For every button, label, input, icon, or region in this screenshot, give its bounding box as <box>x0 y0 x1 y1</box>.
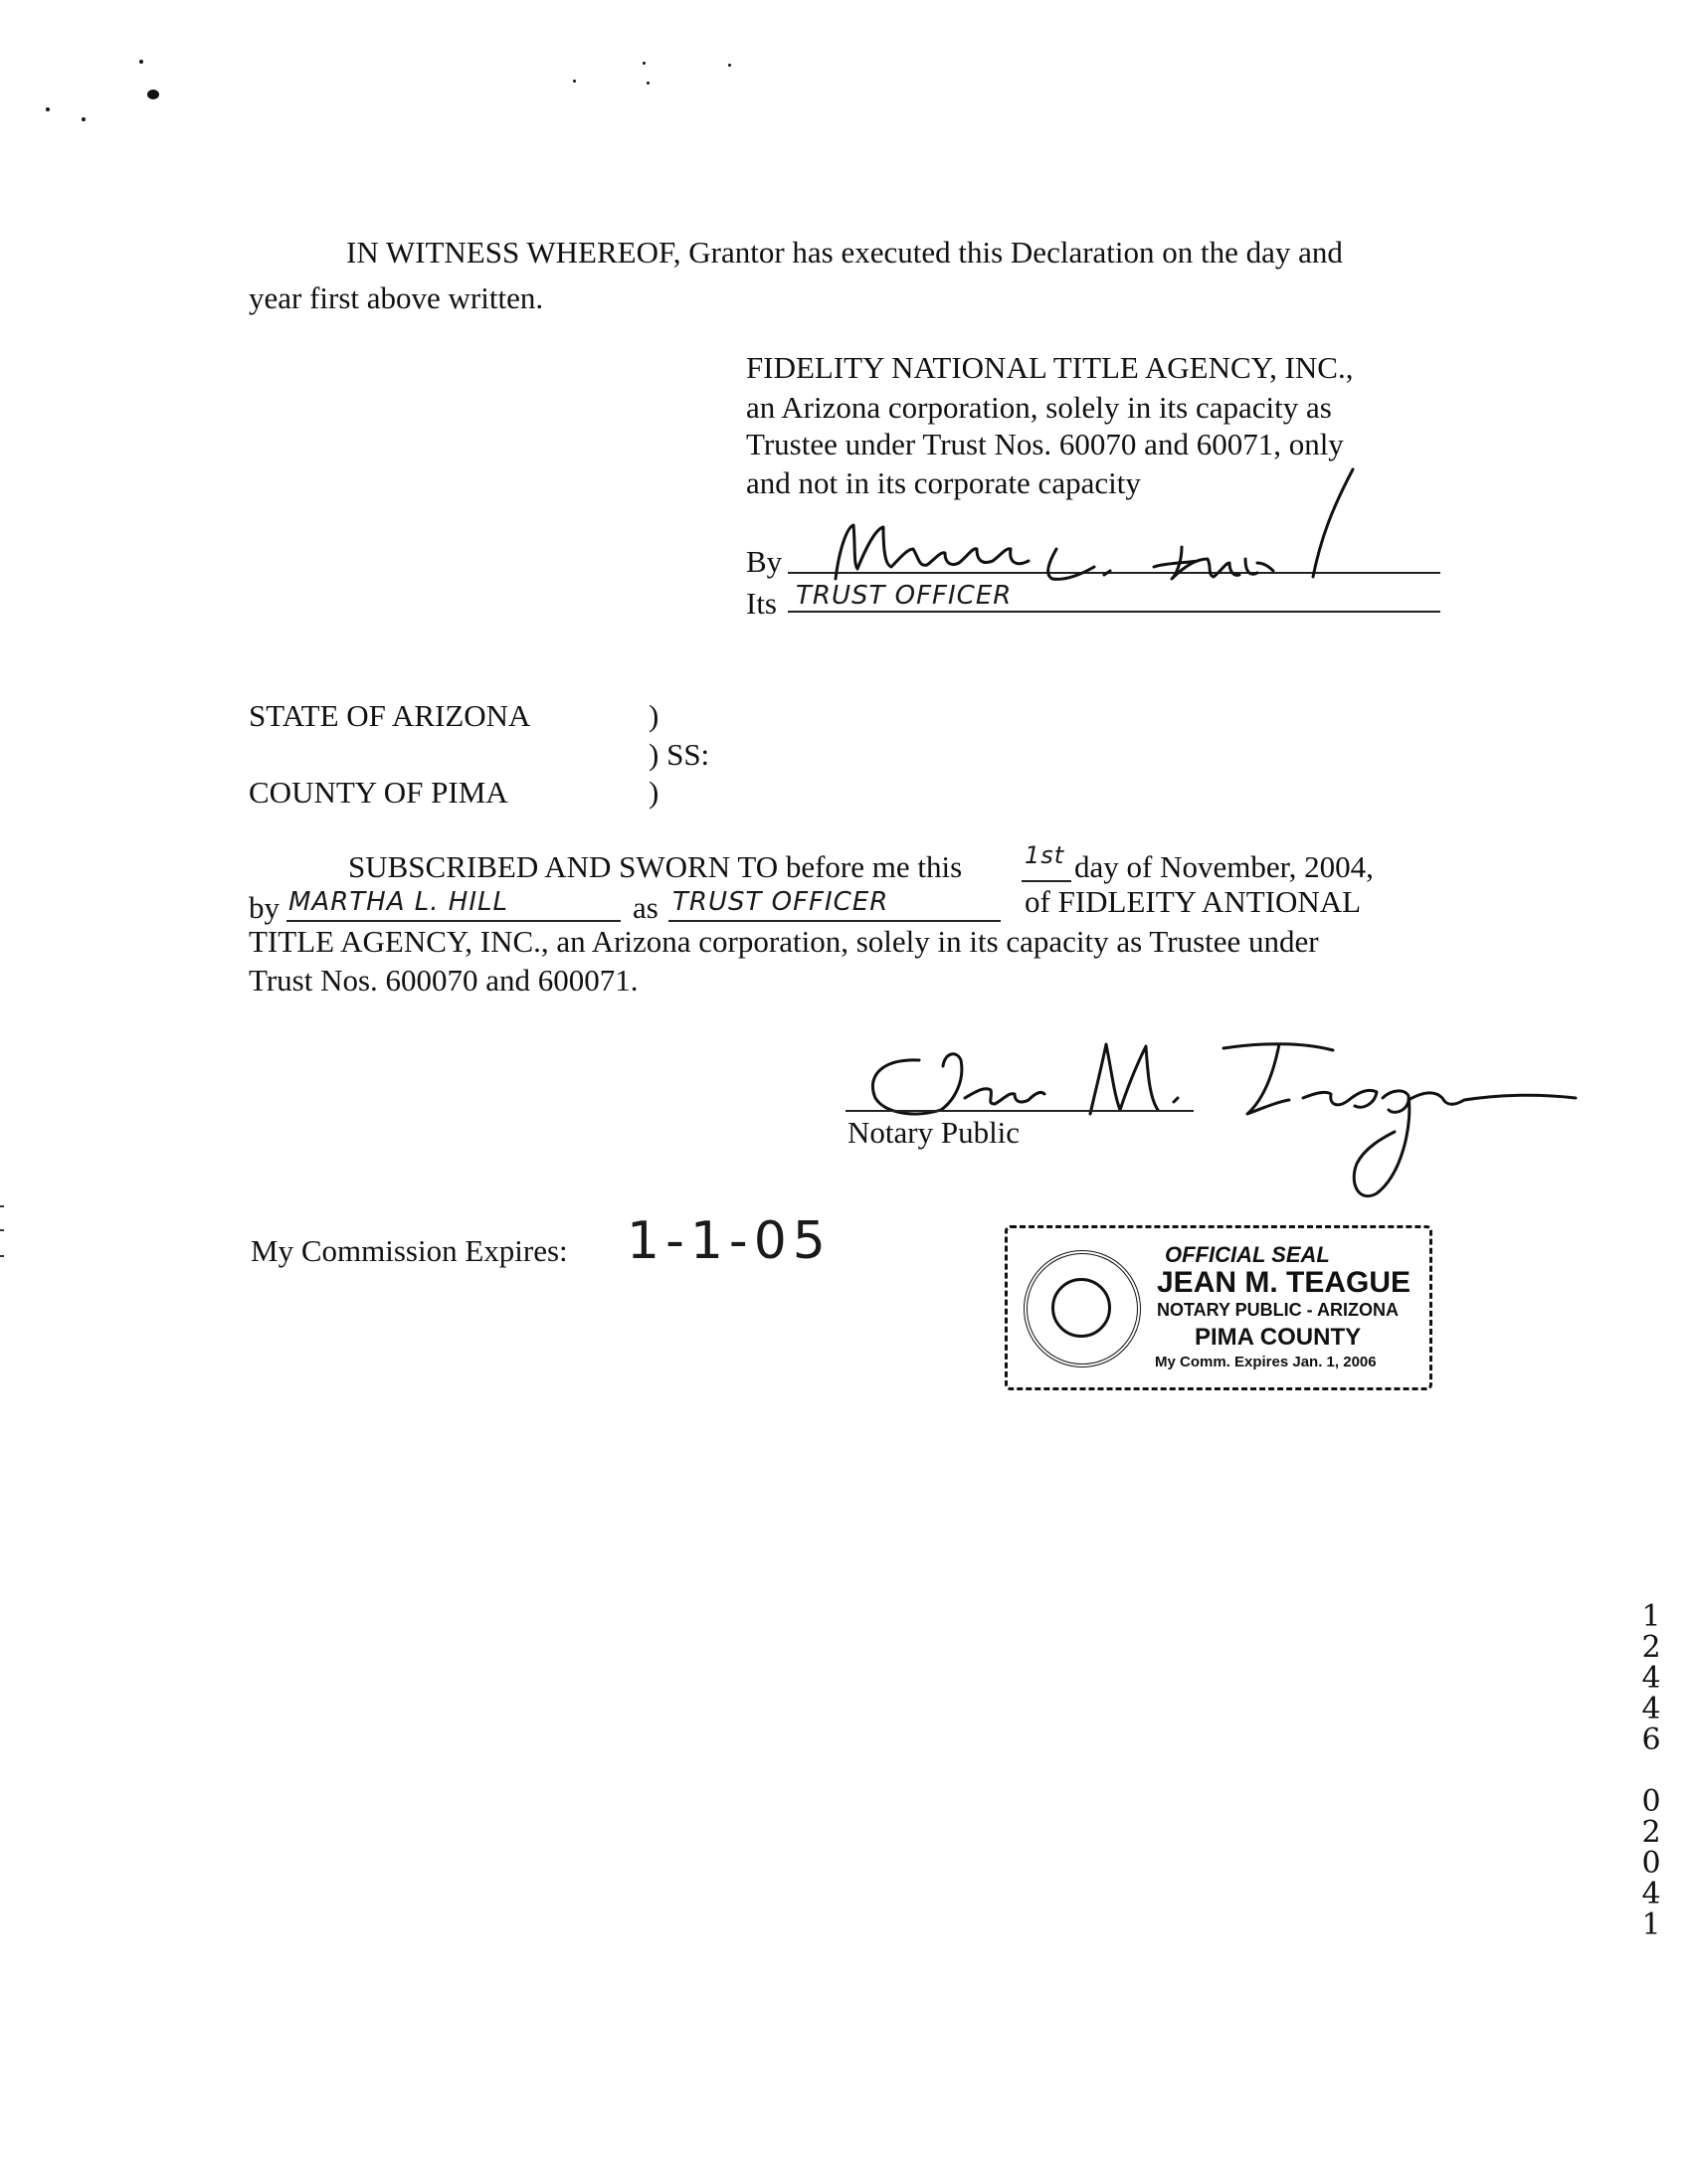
stamp-digit: 0 <box>1641 1846 1661 1881</box>
jurat-day-handwritten: 1st <box>1025 841 1065 869</box>
its-label: Its <box>746 586 777 621</box>
jurat-line1-a: SUBSCRIBED AND SWORN TO before me this <box>348 849 963 884</box>
stamp-digit: 1 <box>1641 1908 1661 1942</box>
scan-speck <box>728 64 731 67</box>
notary-signature-line <box>846 1110 1194 1112</box>
state-seal-emblem <box>1024 1250 1141 1367</box>
scan-edge-mark <box>0 1205 4 1207</box>
scan-speck <box>46 107 50 111</box>
recording-stamp-number <box>1631 1601 1671 1940</box>
venue-paren-3: ) <box>649 775 659 810</box>
seal-line-expires: My Comm. Expires Jan. 1, 2006 <box>1155 1354 1377 1370</box>
jurat-by: by <box>249 890 280 925</box>
jurat-title-handwritten: TRUST OFFICER <box>672 887 889 917</box>
notary-public-label: Notary Public <box>847 1115 1021 1150</box>
stamp-digit: 4 <box>1641 1661 1661 1696</box>
seal-line-name: JEAN M. TEAGUE <box>1157 1266 1411 1299</box>
grantor-name: FIDELITY NATIONAL TITLE AGENCY, INC., <box>746 350 1354 385</box>
grantor-line4: and not in its corporate capacity <box>746 465 1141 500</box>
state-seal-emblem-center <box>1051 1278 1111 1338</box>
stamp-digit: 6 <box>1641 1723 1661 1757</box>
stamp-digit: 0 <box>1641 1784 1661 1819</box>
scan-edge-mark <box>0 1229 4 1231</box>
jurat-line1-b: day of November, 2004, <box>1074 849 1374 884</box>
seal-line-county: PIMA COUNTY <box>1195 1324 1362 1351</box>
venue-paren-1: ) <box>649 698 659 733</box>
venue-county: COUNTY OF PIMA <box>249 775 508 810</box>
grantor-line2: an Arizona corporation, solely in its capacity as <box>746 390 1332 425</box>
its-title-line <box>788 611 1440 613</box>
stamp-digit: 1 <box>1641 1599 1661 1634</box>
stamp-digit: 4 <box>1641 1692 1661 1727</box>
its-title-handwritten: TRUST OFFICER <box>796 581 1013 611</box>
by-label: By <box>746 544 783 579</box>
venue-ss: ) SS: <box>649 737 710 772</box>
jurat-of: of FIDLEITY ANTIONAL <box>1025 884 1362 919</box>
stamp-digit: 2 <box>1641 1815 1661 1850</box>
scan-speck <box>573 80 576 83</box>
scan-speck <box>147 90 159 99</box>
scan-speck <box>82 117 86 121</box>
jurat-as: as <box>633 890 658 925</box>
venue-state: STATE OF ARIZONA <box>249 698 531 733</box>
stamp-digit <box>1631 1755 1671 1786</box>
commission-label: My Commission Expires: <box>251 1233 568 1268</box>
scan-speck <box>647 82 650 85</box>
grantor-line3: Trustee under Trust Nos. 60070 and 60071, only <box>746 427 1344 461</box>
official-notary-seal <box>1005 1225 1432 1390</box>
witness-clause-line2: year first above written. <box>249 280 544 315</box>
scan-edge-mark <box>0 1255 4 1257</box>
witness-clause-line1: IN WITNESS WHEREOF, Grantor has executed this Declaration on the day and <box>346 235 1343 270</box>
jurat-line3: TITLE AGENCY, INC., an Arizona corporation, solely in its capacity as Trustee under <box>249 924 1319 959</box>
stamp-digit: 2 <box>1641 1630 1661 1665</box>
stamp-digit: 4 <box>1641 1877 1661 1911</box>
seal-line-notary: NOTARY PUBLIC - ARIZONA <box>1157 1300 1399 1320</box>
seal-line-official: OFFICIAL SEAL <box>1165 1242 1330 1267</box>
commission-date-handwritten: 1-1-05 <box>627 1211 832 1271</box>
scan-speck <box>139 60 143 64</box>
jurat-name-handwritten: MARTHA L. HILL <box>288 887 508 917</box>
jurat-line4: Trust Nos. 600070 and 600071. <box>249 963 639 998</box>
scan-speck <box>643 62 646 65</box>
